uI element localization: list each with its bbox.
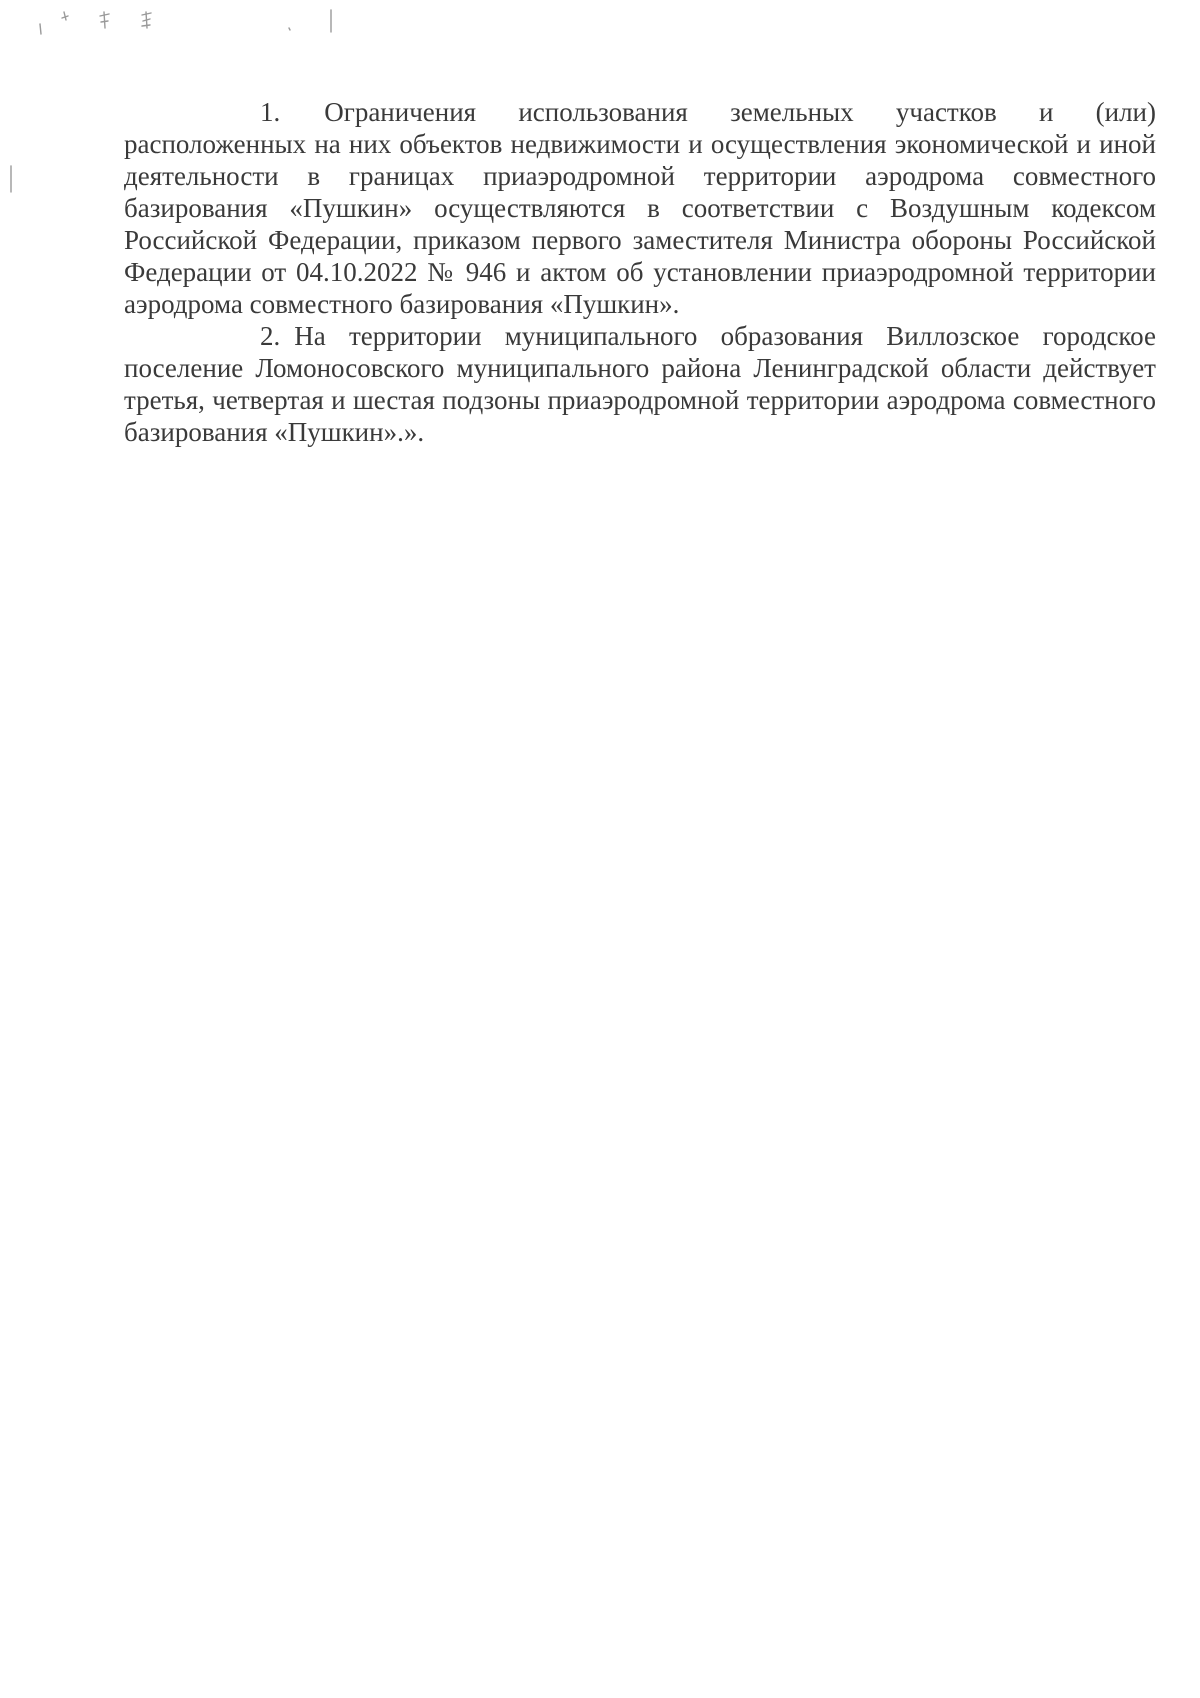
paragraph-1 <box>124 96 1156 320</box>
paragraph-number: 2. <box>260 321 281 351</box>
paragraph-text: На территории муниципального образования Виллозское городское поселение Ломоносовского муниципального района Ленинградской области действует третья, четвертая и шестая подзоны приаэродромной территории аэродрома совместного базирования «Пушкин».». <box>124 321 1156 447</box>
paragraph-text: Ограничения использования земельных участков и (или) расположенных на них объектов недвижимости и осуществления экономической и иной деятельности в границах приаэродромной территории аэродрома совместного базирования «Пушкин» осуществляются в соответствии с Воздушным кодексом Российской Федерации, приказом первого заместителя Министра обороны Российской Федерации от 04.10.2022 № 946 и актом об установлении приаэродромной территории аэродрома совместного базирования «Пушкин». <box>124 97 1156 319</box>
paragraph-number: 1. <box>260 97 281 127</box>
document-body <box>124 96 1156 448</box>
paragraph-2 <box>124 320 1156 448</box>
